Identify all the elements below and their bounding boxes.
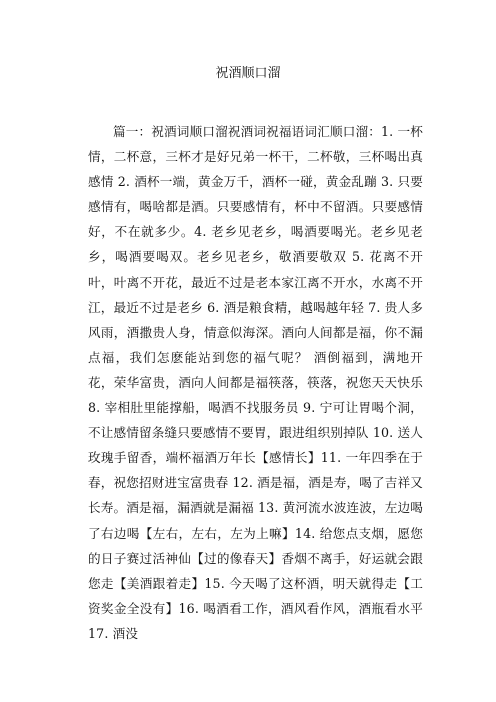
document-body-paragraph: 篇一：祝酒词顺口溜祝酒词祝福语词汇顺口溜：1. 一杯情，二杯意，三杯才是好兄弟一杯干，二杯敬，三杯喝出真感情 2. 酒杯一端，黄金万千，酒杯一碰，黄金乱蹦 3. 只要感情有，喝啥都是酒。只要感情有，杯中不留酒。只要感情好，不在就多少。4. 老乡见老乡，喝酒要喝光。老乡见老乡，喝酒要喝双。老乡见老乡，敬酒要敬双 5. 花离不开叶，叶离不开花，最近不过是老本家江离不开水，水离不开江，最近不过是老乡 6. 酒是粮食精，越喝越年轻 7. 贵人多风雨，酒撒贵人身，情意似海深。酒向人间都是福，你不漏点福，我们怎麽能站到您的福气呢？ 酒倒福到，满地开花，荣华富贵，酒向人间都是福筷落，筷落，祝您天天快乐 8. 宰相肚里能撑船，喝酒不找服务员 9. 宁可让胃喝个洞，不让感情留条缝只要感情不要胃，跟进组织别掉队 10. 送人玫瑰手留香，端杯福酒万年长【感情长】11. 一年四季在于春，祝您招财进宝富贵春 12. 酒是福，酒是寿，喝了吉祥又长寿。酒是福，漏酒就是漏福 13. 黄河流水波连波，左边喝了右边喝【左右，左右，左为上嘛】14. 给您点支烟，愿您的日子赛过活神仙【过的像春天】香烟不离手，好运就会跟您走【美酒跟着走】15. 今天喝了这杯酒，明天就得走【工资奖金全没有】16. 喝酒看工作，酒风看作风，酒瓶看水平 17. 酒没 <box>88 124 423 641</box>
document-title: 祝酒顺口溜 <box>215 66 281 81</box>
